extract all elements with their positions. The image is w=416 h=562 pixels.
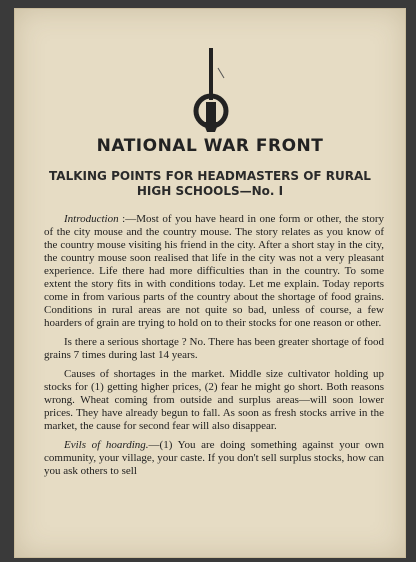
paragraph-introduction <box>44 213 384 330</box>
paragraph-causes <box>44 368 384 433</box>
paragraph-shortage <box>44 336 384 362</box>
v-torch-emblem-icon <box>193 48 229 142</box>
paragraph-text: Causes of shortages in the market. Middle size cultivator holding up stocks for (1) getting higher prices, (2) fear he might go short. Both reasons wrong. Wheat coming from outside and surplus areas—will soon lower prices. They have already begun to fall. As soon as fresh stocks arrive in the market, the cause for second fear will also disappear. <box>44 368 384 432</box>
paragraph-text: —(1) You are doing something against your own community, your village, your caste. If you don't sell surplus stocks, how can you ask others to sell <box>44 439 384 477</box>
document-subtitle: TALKING POINTS FOR HEADMASTERS OF RURAL HIGH SCHOOLS—No. I <box>49 169 371 198</box>
paragraph-text: :—Most of you have heard in one form or other, the story of the city mouse and the country mouse. The story relates as you know of the country mouse visiting his friend in the city. After a short stay in the city, the country mouse soon realised that life in the city was not a very pleasant experience. Life there had more difficulties than in the country. To some extent the story fits in with conditions today. Let me explain. Today reports come in from various parts of the country about the shortage of food grains. Conditions in rural areas are not quite so bad, unless of course, a few hoarders of grain are trying to hold on to their stocks for one reason or other. <box>44 213 384 329</box>
paragraph-lead: Evils of hoarding. <box>64 439 149 451</box>
paragraph-lead: Introduction <box>64 213 119 225</box>
document-title: NATIONAL WAR FRONT <box>96 136 324 156</box>
paragraph-evils-of-hoarding <box>44 439 384 478</box>
leaflet-page <box>14 8 406 558</box>
document-body <box>44 213 384 484</box>
paragraph-text: Is there a serious shortage ? No. There has been greater shortage of food grains 7 times during last 14 years. <box>44 336 384 361</box>
